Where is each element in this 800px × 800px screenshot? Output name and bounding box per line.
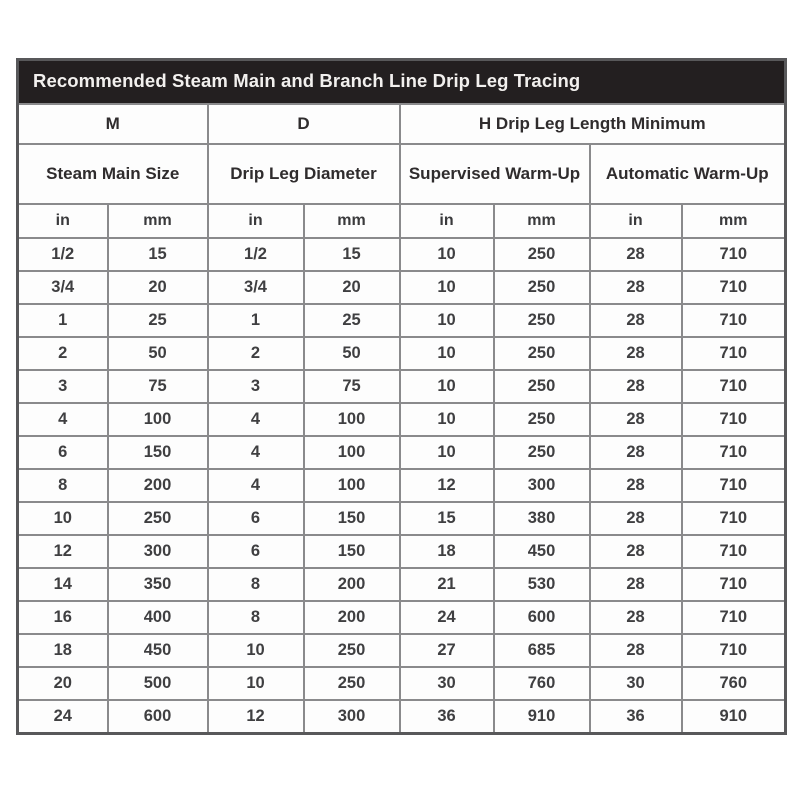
cell-r0-c1: 15	[108, 238, 208, 271]
cell-r12-c6: 28	[590, 634, 682, 667]
cell-r10-c7: 710	[682, 568, 786, 601]
group-header-2: H Drip Leg Length Minimum	[400, 104, 786, 144]
spec-table-container	[16, 58, 784, 735]
table-head	[18, 60, 786, 239]
cell-r2-c7: 710	[682, 304, 786, 337]
cell-r8-c7: 710	[682, 502, 786, 535]
cell-r10-c6: 28	[590, 568, 682, 601]
cell-r5-c3: 100	[304, 403, 400, 436]
cell-r11-c2: 8	[208, 601, 304, 634]
cell-r3-c3: 50	[304, 337, 400, 370]
cell-r4-c6: 28	[590, 370, 682, 403]
sub-header-2: Supervised Warm-Up	[400, 144, 590, 204]
cell-r6-c3: 100	[304, 436, 400, 469]
cell-r10-c0: 14	[18, 568, 108, 601]
cell-r5-c4: 10	[400, 403, 494, 436]
sub-header-0: Steam Main Size	[18, 144, 208, 204]
sub-header-row	[18, 144, 786, 204]
cell-r6-c4: 10	[400, 436, 494, 469]
cell-r4-c1: 75	[108, 370, 208, 403]
group-header-1: D	[208, 104, 400, 144]
cell-r7-c3: 100	[304, 469, 400, 502]
table-row	[18, 568, 786, 601]
cell-r5-c2: 4	[208, 403, 304, 436]
cell-r5-c6: 28	[590, 403, 682, 436]
group-header-0: M	[18, 104, 208, 144]
cell-r14-c5: 910	[494, 700, 590, 734]
cell-r4-c2: 3	[208, 370, 304, 403]
group-header-row	[18, 104, 786, 144]
table-row	[18, 469, 786, 502]
cell-r8-c1: 250	[108, 502, 208, 535]
cell-r11-c4: 24	[400, 601, 494, 634]
cell-r9-c7: 710	[682, 535, 786, 568]
table-row	[18, 304, 786, 337]
table-body	[18, 238, 786, 734]
cell-r11-c0: 16	[18, 601, 108, 634]
unit-header-5: mm	[494, 204, 590, 238]
cell-r2-c1: 25	[108, 304, 208, 337]
cell-r14-c1: 600	[108, 700, 208, 734]
cell-r7-c2: 4	[208, 469, 304, 502]
cell-r11-c1: 400	[108, 601, 208, 634]
cell-r2-c4: 10	[400, 304, 494, 337]
table-row	[18, 271, 786, 304]
cell-r13-c6: 30	[590, 667, 682, 700]
cell-r12-c0: 18	[18, 634, 108, 667]
cell-r12-c5: 685	[494, 634, 590, 667]
table-title-row	[18, 60, 786, 105]
table-row	[18, 700, 786, 734]
cell-r14-c4: 36	[400, 700, 494, 734]
cell-r3-c2: 2	[208, 337, 304, 370]
cell-r4-c0: 3	[18, 370, 108, 403]
table-row	[18, 337, 786, 370]
unit-header-6: in	[590, 204, 682, 238]
cell-r4-c7: 710	[682, 370, 786, 403]
unit-header-7: mm	[682, 204, 786, 238]
table-row	[18, 403, 786, 436]
cell-r7-c1: 200	[108, 469, 208, 502]
cell-r6-c2: 4	[208, 436, 304, 469]
cell-r12-c2: 10	[208, 634, 304, 667]
cell-r8-c0: 10	[18, 502, 108, 535]
table-row	[18, 436, 786, 469]
cell-r1-c1: 20	[108, 271, 208, 304]
unit-header-1: mm	[108, 204, 208, 238]
unit-header-2: in	[208, 204, 304, 238]
cell-r12-c1: 450	[108, 634, 208, 667]
cell-r10-c2: 8	[208, 568, 304, 601]
cell-r1-c7: 710	[682, 271, 786, 304]
cell-r6-c7: 710	[682, 436, 786, 469]
cell-r14-c2: 12	[208, 700, 304, 734]
cell-r1-c2: 3/4	[208, 271, 304, 304]
cell-r13-c0: 20	[18, 667, 108, 700]
sub-header-1: Drip Leg Diameter	[208, 144, 400, 204]
cell-r11-c3: 200	[304, 601, 400, 634]
cell-r8-c4: 15	[400, 502, 494, 535]
table-row	[18, 667, 786, 700]
cell-r0-c7: 710	[682, 238, 786, 271]
table-row	[18, 370, 786, 403]
table-row	[18, 502, 786, 535]
cell-r5-c7: 710	[682, 403, 786, 436]
cell-r14-c3: 300	[304, 700, 400, 734]
cell-r10-c4: 21	[400, 568, 494, 601]
cell-r11-c6: 28	[590, 601, 682, 634]
cell-r9-c5: 450	[494, 535, 590, 568]
cell-r1-c5: 250	[494, 271, 590, 304]
unit-header-0: in	[18, 204, 108, 238]
cell-r14-c0: 24	[18, 700, 108, 734]
cell-r8-c5: 380	[494, 502, 590, 535]
unit-header-3: mm	[304, 204, 400, 238]
cell-r2-c3: 25	[304, 304, 400, 337]
cell-r13-c5: 760	[494, 667, 590, 700]
cell-r3-c0: 2	[18, 337, 108, 370]
cell-r6-c0: 6	[18, 436, 108, 469]
cell-r9-c6: 28	[590, 535, 682, 568]
table-title: Recommended Steam Main and Branch Line Drip Leg Tracing	[18, 60, 786, 105]
cell-r6-c5: 250	[494, 436, 590, 469]
cell-r2-c2: 1	[208, 304, 304, 337]
cell-r9-c4: 18	[400, 535, 494, 568]
cell-r7-c4: 12	[400, 469, 494, 502]
unit-header-4: in	[400, 204, 494, 238]
cell-r13-c7: 760	[682, 667, 786, 700]
cell-r0-c0: 1/2	[18, 238, 108, 271]
sub-header-3: Automatic Warm-Up	[590, 144, 786, 204]
cell-r8-c3: 150	[304, 502, 400, 535]
cell-r0-c2: 1/2	[208, 238, 304, 271]
cell-r0-c3: 15	[304, 238, 400, 271]
cell-r3-c6: 28	[590, 337, 682, 370]
cell-r7-c7: 710	[682, 469, 786, 502]
cell-r1-c3: 20	[304, 271, 400, 304]
cell-r7-c5: 300	[494, 469, 590, 502]
cell-r2-c6: 28	[590, 304, 682, 337]
cell-r13-c1: 500	[108, 667, 208, 700]
cell-r3-c5: 250	[494, 337, 590, 370]
cell-r11-c7: 710	[682, 601, 786, 634]
cell-r10-c1: 350	[108, 568, 208, 601]
cell-r0-c6: 28	[590, 238, 682, 271]
cell-r7-c6: 28	[590, 469, 682, 502]
cell-r4-c4: 10	[400, 370, 494, 403]
cell-r2-c5: 250	[494, 304, 590, 337]
cell-r9-c0: 12	[18, 535, 108, 568]
cell-r3-c1: 50	[108, 337, 208, 370]
cell-r0-c5: 250	[494, 238, 590, 271]
unit-header-row	[18, 204, 786, 238]
cell-r6-c6: 28	[590, 436, 682, 469]
cell-r3-c4: 10	[400, 337, 494, 370]
cell-r14-c7: 910	[682, 700, 786, 734]
cell-r1-c0: 3/4	[18, 271, 108, 304]
cell-r2-c0: 1	[18, 304, 108, 337]
cell-r11-c5: 600	[494, 601, 590, 634]
table-row	[18, 634, 786, 667]
cell-r6-c1: 150	[108, 436, 208, 469]
table-row	[18, 238, 786, 271]
cell-r9-c3: 150	[304, 535, 400, 568]
cell-r13-c4: 30	[400, 667, 494, 700]
cell-r1-c6: 28	[590, 271, 682, 304]
cell-r5-c5: 250	[494, 403, 590, 436]
cell-r7-c0: 8	[18, 469, 108, 502]
cell-r12-c4: 27	[400, 634, 494, 667]
cell-r8-c6: 28	[590, 502, 682, 535]
table-row	[18, 601, 786, 634]
cell-r5-c0: 4	[18, 403, 108, 436]
cell-r10-c3: 200	[304, 568, 400, 601]
cell-r10-c5: 530	[494, 568, 590, 601]
cell-r9-c1: 300	[108, 535, 208, 568]
table-row	[18, 535, 786, 568]
cell-r9-c2: 6	[208, 535, 304, 568]
cell-r1-c4: 10	[400, 271, 494, 304]
cell-r4-c3: 75	[304, 370, 400, 403]
cell-r8-c2: 6	[208, 502, 304, 535]
cell-r4-c5: 250	[494, 370, 590, 403]
cell-r12-c3: 250	[304, 634, 400, 667]
cell-r0-c4: 10	[400, 238, 494, 271]
cell-r13-c3: 250	[304, 667, 400, 700]
cell-r12-c7: 710	[682, 634, 786, 667]
cell-r14-c6: 36	[590, 700, 682, 734]
cell-r5-c1: 100	[108, 403, 208, 436]
drip-leg-tracing-table	[16, 58, 787, 735]
cell-r3-c7: 710	[682, 337, 786, 370]
cell-r13-c2: 10	[208, 667, 304, 700]
